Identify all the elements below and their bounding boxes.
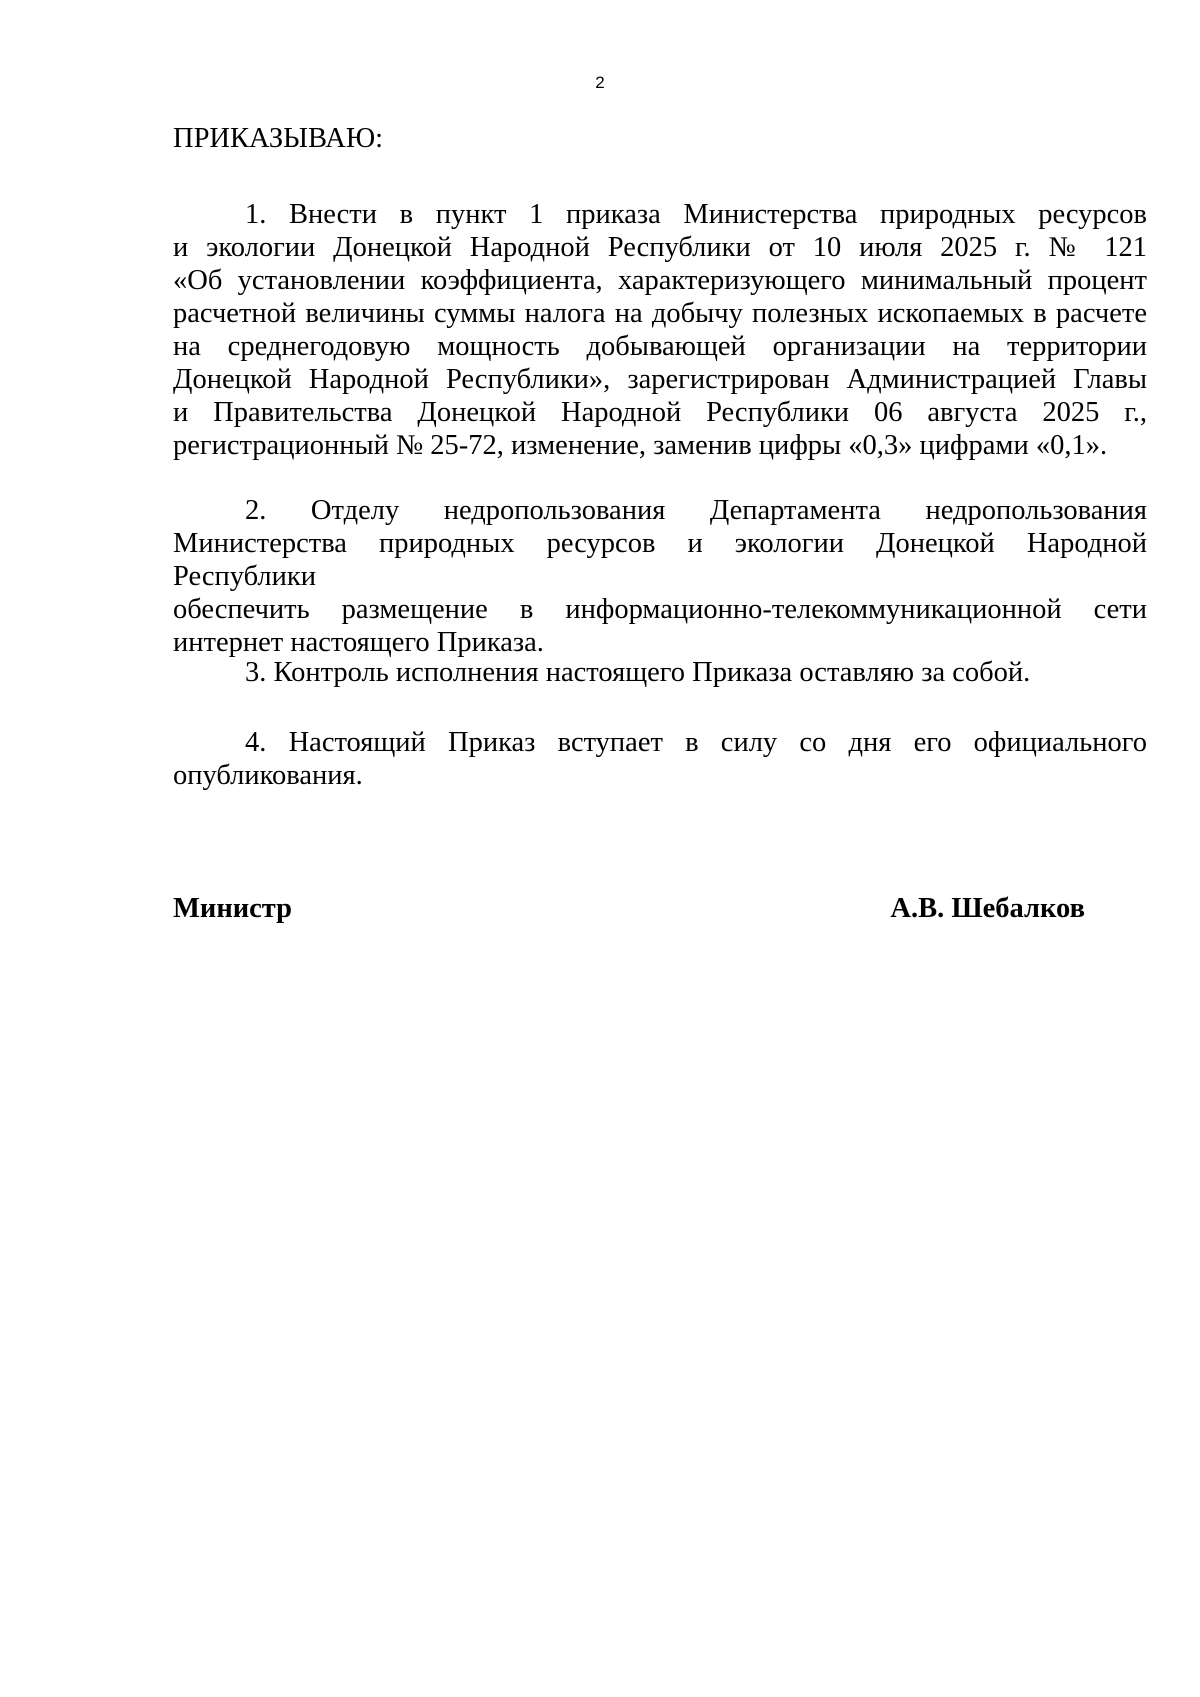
order-heading: ПРИКАЗЫВАЮ:	[173, 123, 384, 154]
page-number: 2	[595, 73, 605, 92]
clause-1-line: и Правительства Донецкой Народной Республики 06 августа 2025 г.,	[173, 397, 1147, 428]
signatory-name: А.В. Шебалков	[890, 893, 1085, 924]
clause-1-line: регистрационный № 25-72, изменение, заменив цифры «0,3» цифрами «0,1».	[173, 430, 1108, 461]
clause-4-line: опубликования.	[173, 760, 363, 791]
clause-2-line: Министерства природных ресурсов и экологии Донецкой Народной Республики	[173, 528, 1147, 592]
clause-1	[173, 198, 1147, 462]
clause-1-line: расчетной величины суммы налога на добычу полезных ископаемых в расчете	[173, 298, 1147, 329]
clause-2-line: обеспечить размещение в информационно-телекоммуникационной сети	[173, 594, 1147, 625]
clause-1-line: 1. Внести в пункт 1 приказа Министерства природных ресурсов	[245, 199, 1147, 230]
clause-4	[173, 726, 1147, 792]
clause-4-line: 4. Настоящий Приказ вступает в силу со дня его официального	[245, 727, 1147, 758]
clause-1-line: «Об установлении коэффициента, характеризующего минимальный процент	[173, 265, 1147, 296]
clause-2-line: интернет настоящего Приказа.	[173, 627, 544, 658]
clause-2	[173, 494, 1147, 659]
clause-3-line: 3. Контроль исполнения настоящего Приказа оставляю за собой.	[245, 657, 1031, 688]
signatory-title: Министр	[173, 893, 293, 924]
clause-1-line: и экологии Донецкой Народной Республики от 10 июля 2025 г. № 121	[173, 232, 1147, 263]
clause-3	[173, 656, 1147, 689]
clause-1-line: на среднегодовую мощность добывающей организации на территории	[173, 331, 1147, 362]
clause-2-line: 2. Отделу недропользования Департамента недропользования	[245, 495, 1147, 526]
clause-1-line: Донецкой Народной Республики», зарегистрирован Администрацией Главы	[173, 364, 1147, 395]
